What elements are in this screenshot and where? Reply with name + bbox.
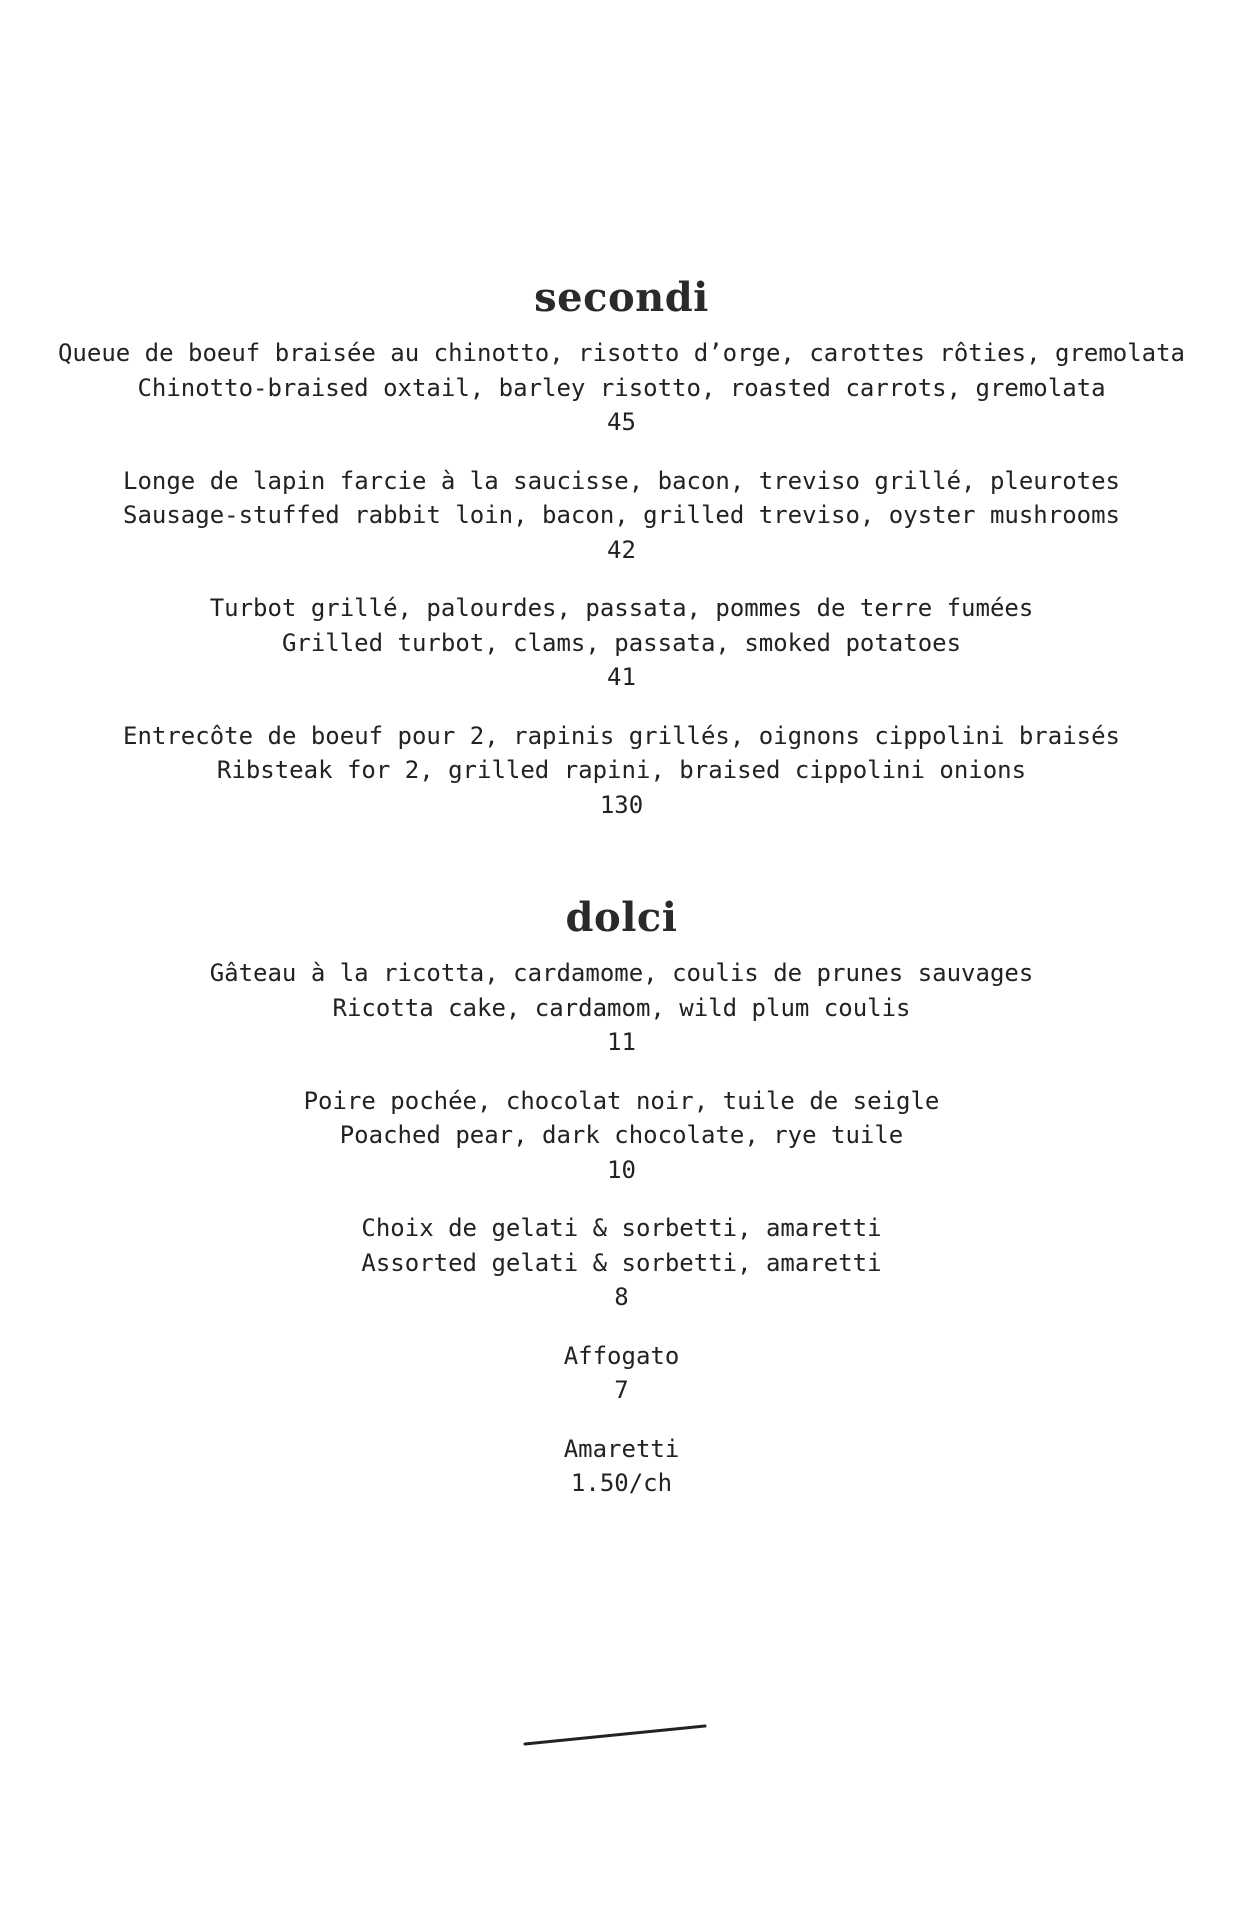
menu-item bbox=[0, 1211, 1243, 1315]
item-name: Affogato bbox=[563, 1341, 680, 1370]
item-price: 41 bbox=[607, 663, 636, 691]
menu-item bbox=[0, 591, 1243, 695]
item-price: 8 bbox=[614, 1283, 629, 1311]
item-name-en: Grilled turbot, clams, passata, smoked potatoes bbox=[281, 628, 962, 657]
item-name-en: Assorted gelati & sorbetti, amaretti bbox=[361, 1248, 882, 1277]
item-name-en: Ribsteak for 2, grilled rapini, braised cippolini onions bbox=[216, 756, 1027, 784]
item-price: 130 bbox=[599, 790, 644, 819]
menu-item bbox=[0, 719, 1243, 823]
menu-item bbox=[0, 956, 1243, 1060]
item-price: 42 bbox=[607, 535, 636, 564]
item-name-en: Chinotto-braised oxtail, barley risotto, roasted carrots, gremolata bbox=[137, 373, 1106, 402]
item-price: 11 bbox=[607, 1028, 636, 1056]
section-title: secondi bbox=[534, 274, 709, 321]
item-name: Amaretti bbox=[563, 1434, 680, 1463]
menu-item bbox=[0, 1084, 1243, 1188]
menu-item bbox=[0, 1432, 1243, 1501]
item-name-en: Ricotta cake, cardamom, wild plum coulis bbox=[332, 993, 911, 1022]
item-name-fr: Longe de lapin farcie à la saucisse, bacon, treviso grillé, pleurotes bbox=[123, 466, 1120, 495]
item-price: 7 bbox=[614, 1376, 629, 1404]
section-secondi bbox=[0, 268, 1243, 846]
item-name-en: Sausage-stuffed rabbit loin, bacon, grilled treviso, oyster mushrooms bbox=[123, 501, 1120, 529]
item-name-fr: Queue de boeuf braisée au chinotto, risotto d’orge, carottes rôties, gremolata bbox=[57, 339, 1186, 367]
item-name-en: Poached pear, dark chocolate, rye tuile bbox=[339, 1121, 904, 1149]
item-name-fr: Entrecôte de boeuf pour 2, rapinis grillés, oignons cippolini braisés bbox=[123, 721, 1120, 750]
menu-item bbox=[0, 464, 1243, 568]
item-name-fr: Gâteau à la ricotta, cardamome, coulis de prunes sauvages bbox=[209, 959, 1034, 987]
menu-item bbox=[0, 1339, 1243, 1408]
item-name-fr: Choix de gelati & sorbetti, amaretti bbox=[361, 1214, 882, 1242]
section-dolci bbox=[0, 888, 1243, 1525]
item-price: 45 bbox=[607, 408, 636, 436]
item-name-fr: Turbot grillé, palourdes, passata, pommes de terre fumées bbox=[209, 594, 1034, 622]
item-price: 1.50/ch bbox=[570, 1469, 673, 1497]
item-price: 10 bbox=[607, 1155, 636, 1184]
menu-item bbox=[0, 336, 1243, 440]
section-title: dolci bbox=[565, 894, 678, 941]
footer-divider-line bbox=[520, 1720, 710, 1750]
item-name-fr: Poire pochée, chocolat noir, tuile de seigle bbox=[303, 1086, 940, 1115]
